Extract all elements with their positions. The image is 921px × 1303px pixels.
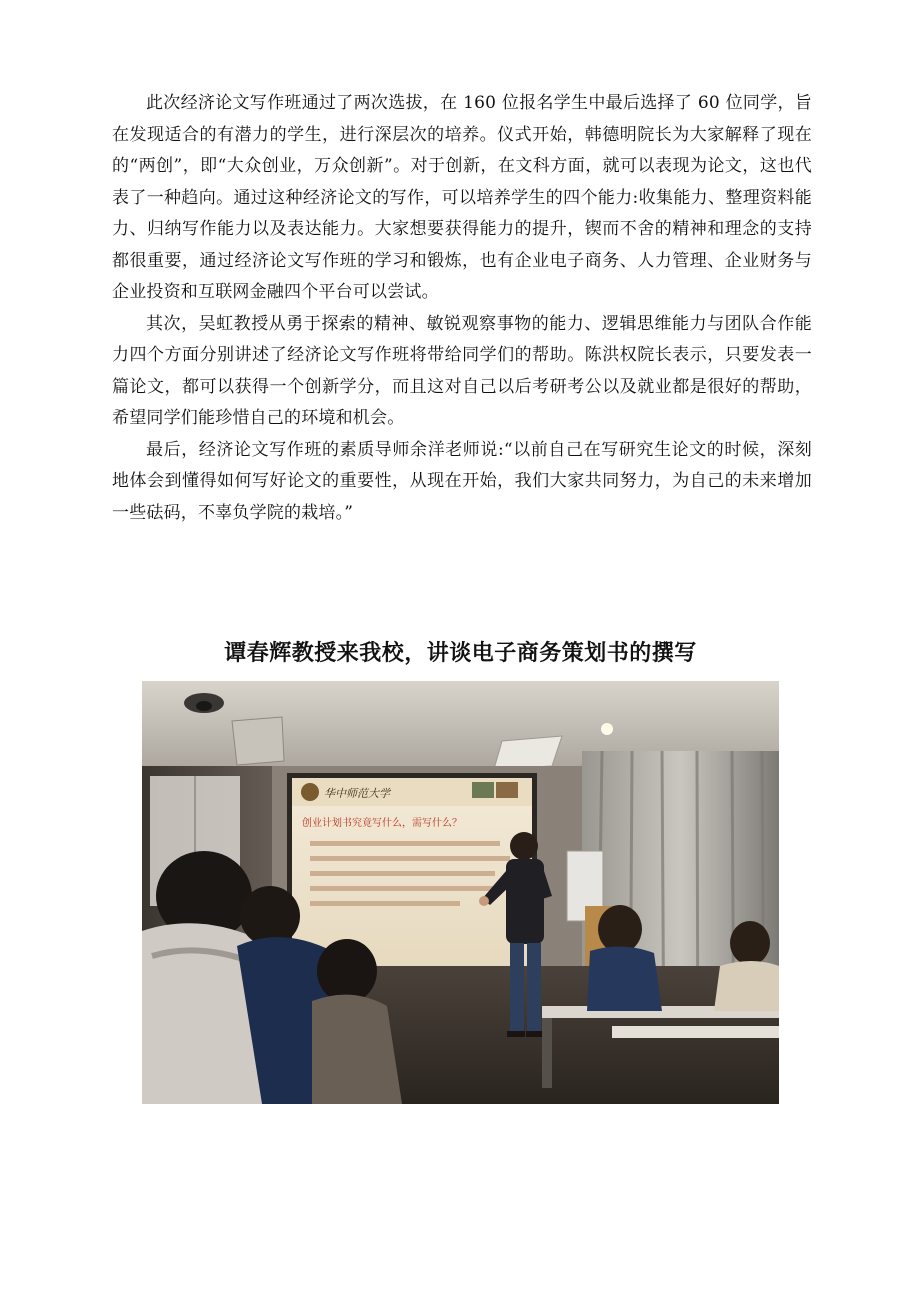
lecture-photo [142,681,779,1104]
article-body [112,88,812,529]
ceiling-light [494,736,562,769]
paragraph-2: 其次，吴虹教授从勇于探索的精神、敏锐观察事物的能力、逻辑思维能力与团队合作能力四个方面分别讲述了经济论文写作班将带给同学们的帮助。陈洪权院长表示，只要发表一篇论文，都可以获得一个创新学分，而且这对自己以后考研考公以及就业都是很好的帮助，希望同学们能珍惜自己的环境和机会。 [112,313,812,428]
ceiling-spotlight [601,723,613,735]
section-heading: 谭春辉教授来我校，讲谈电子商务策划书的撰写 [224,641,697,666]
slide-title: 创业计划书究竟写什么，需写什么？ [302,818,462,829]
university-logo-icon [301,783,319,801]
slide-banner-text: 华中师范大学 [324,787,390,800]
paragraph-1: 此次经济论文写作班通过了两次选拔，在 160 位报名学生中最后选择了 60 位同学，旨在发现适合的有潜力的学生，进行深层次的培养。仪式开始，韩德明院长为大家解释了现在的“两创”，即“大众创业，万众创新”。对于创新，在文科方面，就可以表现为论文，这也代表了一种趋向。通过这种经济论文的写作，可以培养学生的四个能力:收集能力、整理资料能力、归纳写作能力以及表达能力。大家想要获得能力的提升，锲而不舍的精神和理念的支持都很重要，通过经济论文写作班的学习和锻炼，也有企业电子商务、人力管理、企业财务与企业投资和互联网金融四个平台可以尝试。 [112,93,812,302]
paragraph-3: 最后，经济论文写作班的素质导师余洋老师说:“以前自己在写研究生论文的时候，深刻地体会到懂得如何写好论文的重要性，从现在开始，我们大家共同努力，为自己的未来增加一些砝码，不辜负学院的栽培。” [112,439,812,523]
